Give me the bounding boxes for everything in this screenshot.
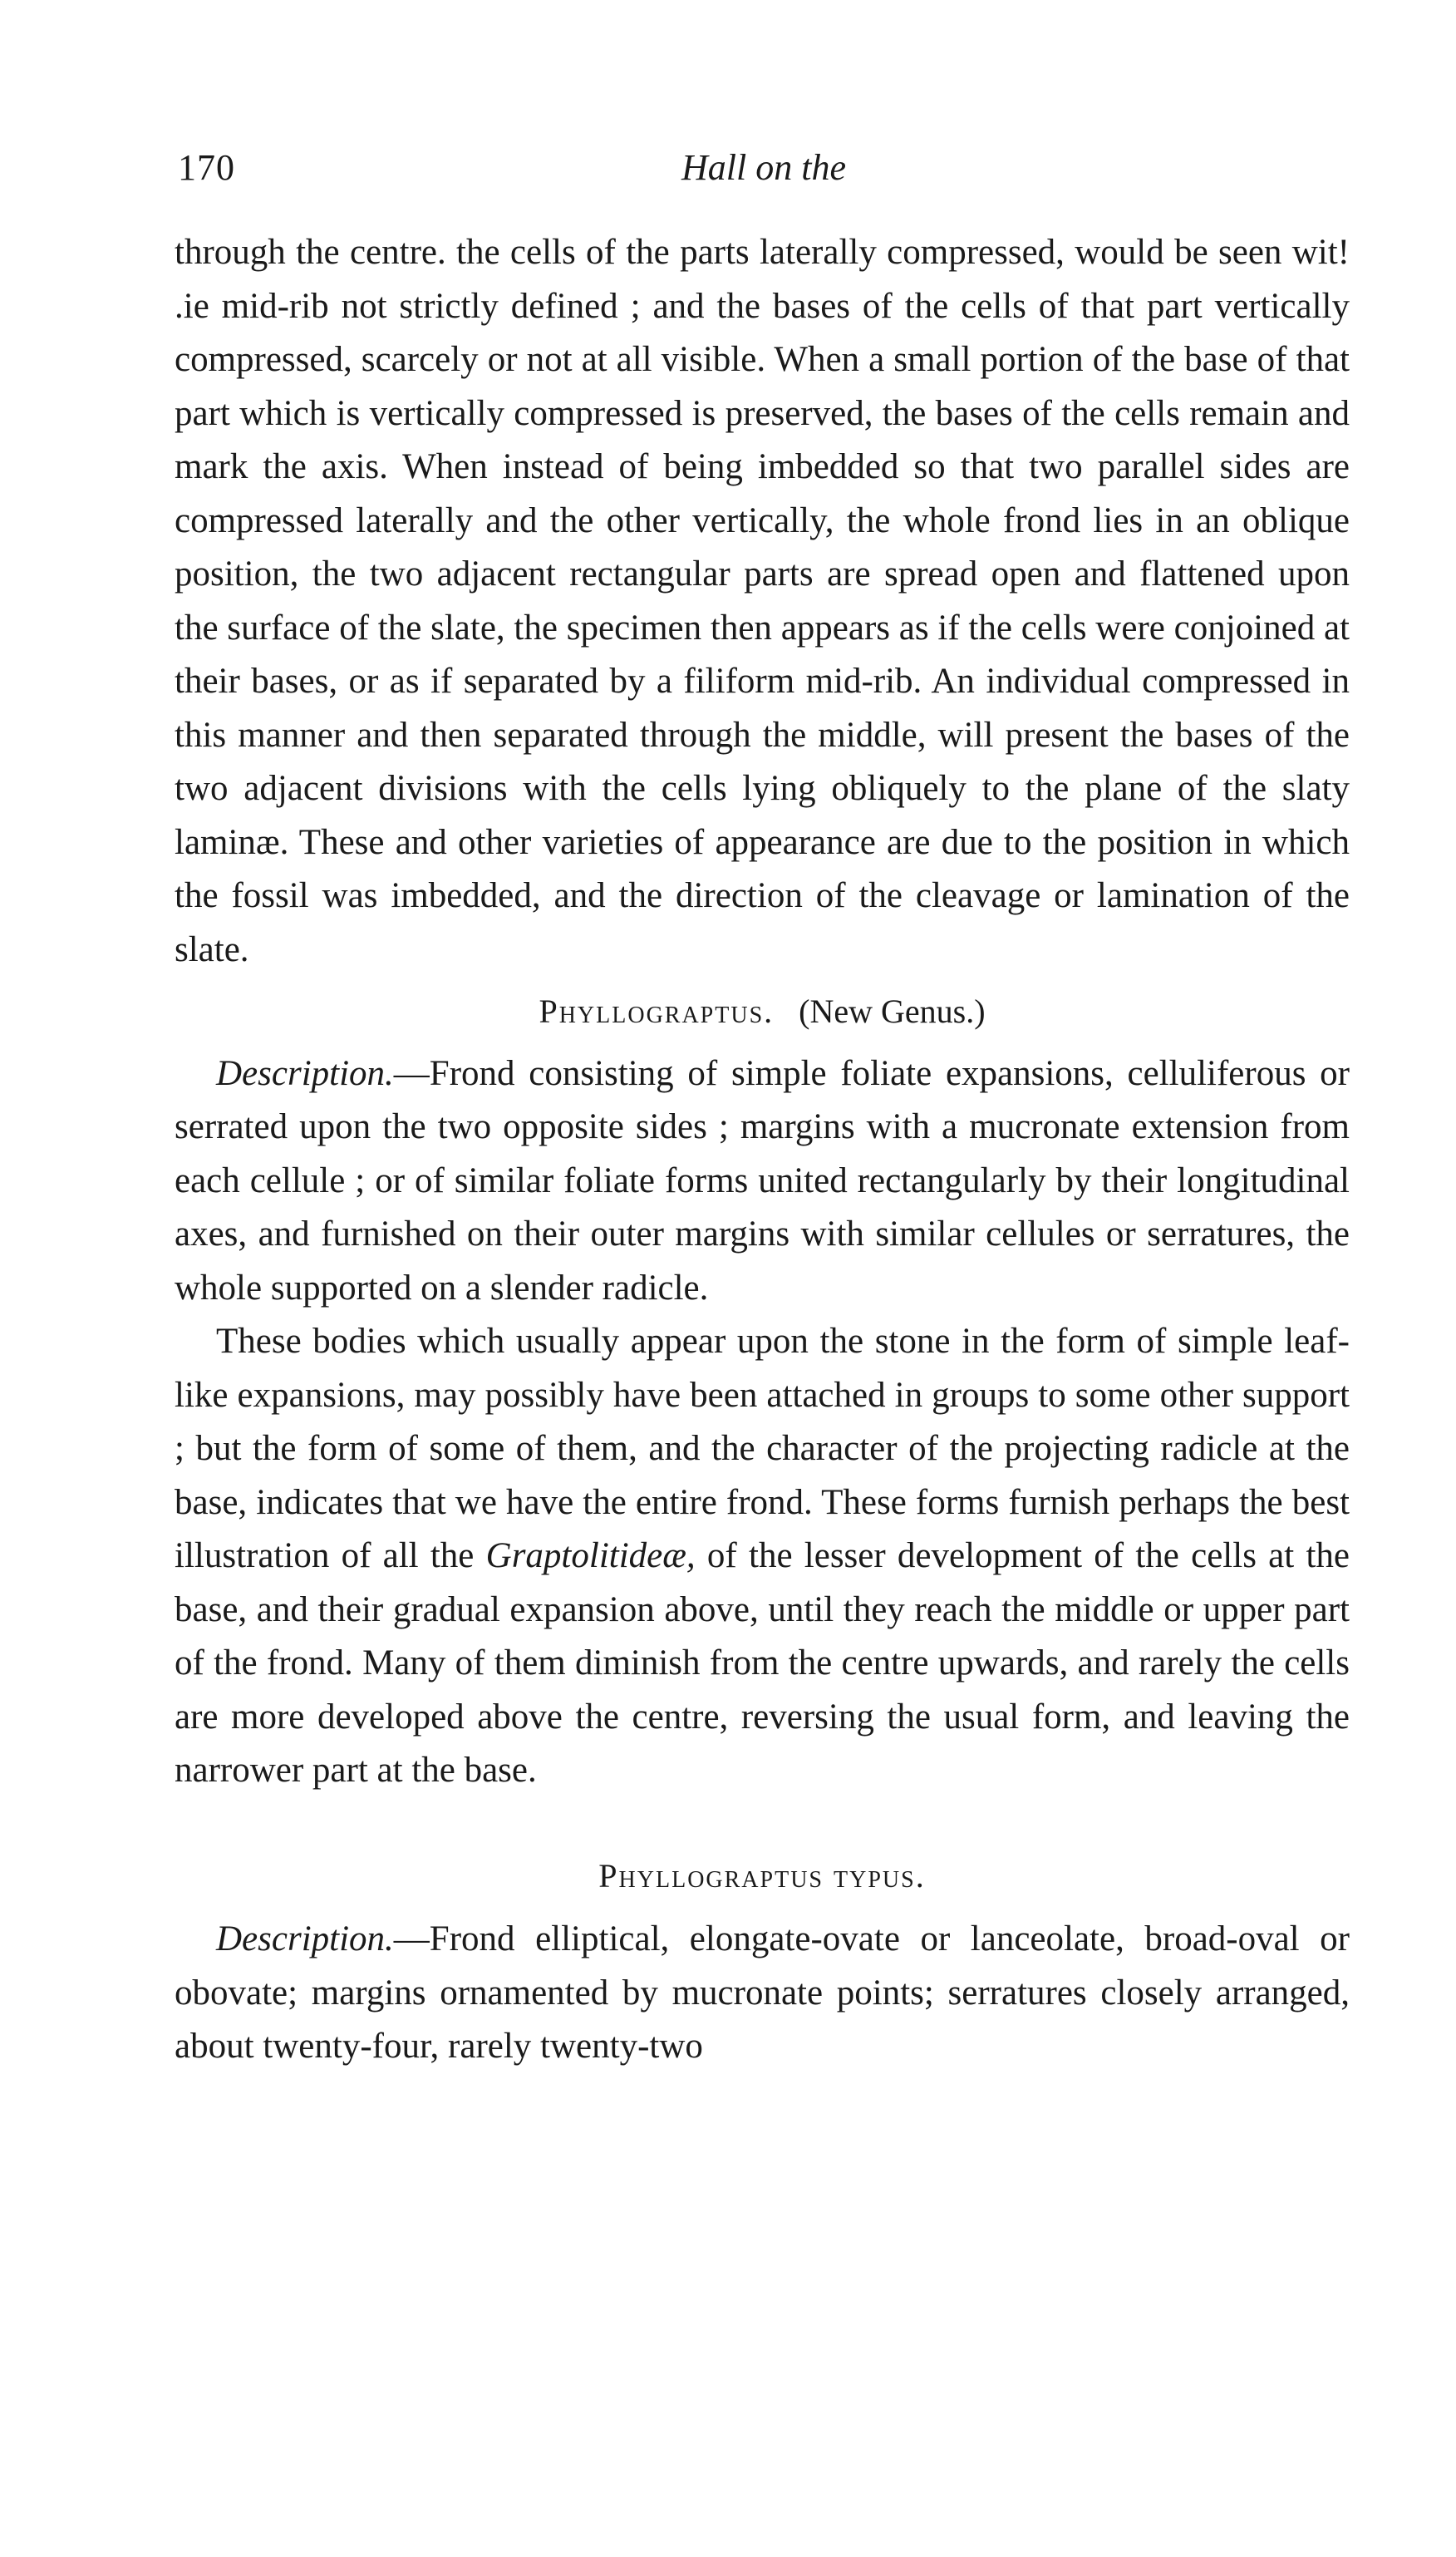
paragraph-continued: through the centre. the cells of the parts laterally compressed, would be seen wit! .ie mid-rib not strictly defined ; and the bases of the cells of that part vertically compressed, scarcely or not at all visible. When a small portion of the base of that part which is vertically compressed is preserved, the bases of the cells remain and mark the axis. When instead of being imbedded so that two parallel sides are compressed laterally and the other vertically, the whole frond lies in an oblique position, the two adjacent rectangular parts are spread open and flattened upon the surface of the slate, the specimen then appears as if the cells were conjoined at their bases, or as if separated by a filiform mid-rib. An individual compressed in this manner and then separated through the middle, will present the bases of the two adjacent divisions with the cells lying obliquely to the plane of the slaty laminæ. These and other varieties of appearance are due to the position in which the fossil was imbedded, and the direction of the cleavage or lamination of the slate. xyxy=(175,233,1350,969)
genus-name: Phyllograptus. xyxy=(539,993,775,1030)
genus-note: (New Genus.) xyxy=(799,993,986,1030)
species-description-text: —Frond elliptical, elongate-ovate or lanceolate, broad-oval or obovate; margins ornamented by mucronate points; serratures closely arranged, about twenty-four, rarely twenty-two xyxy=(175,1919,1350,2066)
page-number: 170 xyxy=(178,147,235,188)
species-name: Phyllograptus typus. xyxy=(598,1856,926,1894)
species-description-lead: Description. xyxy=(216,1919,394,1958)
remarks-text-end: of the lesser development of the cells at the base, and their gradual expansion above, until they reach the middle or upper part of the frond. Many of them diminish from the centre upwards, and rarely the cells are more developed above the centre, reversing the usual form, and leaving the narrower part at the base. xyxy=(175,1536,1350,1790)
remarks-text-start: These bodies which usually appear upon the stone in the form of simple leaf-like expansions, may possibly have been attached in groups to some other support ; but the form of some of them, and the character of the projecting radicle at the base, indicates that we have the entire frond. These forms furnish perhaps the best illustration of all the xyxy=(175,1322,1350,1575)
running-head: Hall on the xyxy=(681,147,846,188)
body-text xyxy=(175,226,1350,2074)
description-lead: Description. xyxy=(216,1053,394,1093)
family-name: Graptolitideæ, xyxy=(485,1536,696,1575)
species-description-paragraph xyxy=(175,1913,1350,2074)
genus-description-text: —Frond consisting of simple foliate expansions, celluliferous or serrated upon the two opposite sides ; margins with a mucronate extension from each cellule ; or of similar foliate forms united rectangularly by their longitudinal axes, and furnished on their outer margins with similar cellules or serratures, the whole supported on a slender radicle. xyxy=(175,1053,1350,1308)
section-heading-genus xyxy=(175,985,1350,1039)
section-heading-species xyxy=(175,1850,1350,1904)
genus-remarks-paragraph xyxy=(175,1315,1350,1798)
genus-description-paragraph xyxy=(175,1047,1350,1316)
page-header xyxy=(178,143,1350,193)
